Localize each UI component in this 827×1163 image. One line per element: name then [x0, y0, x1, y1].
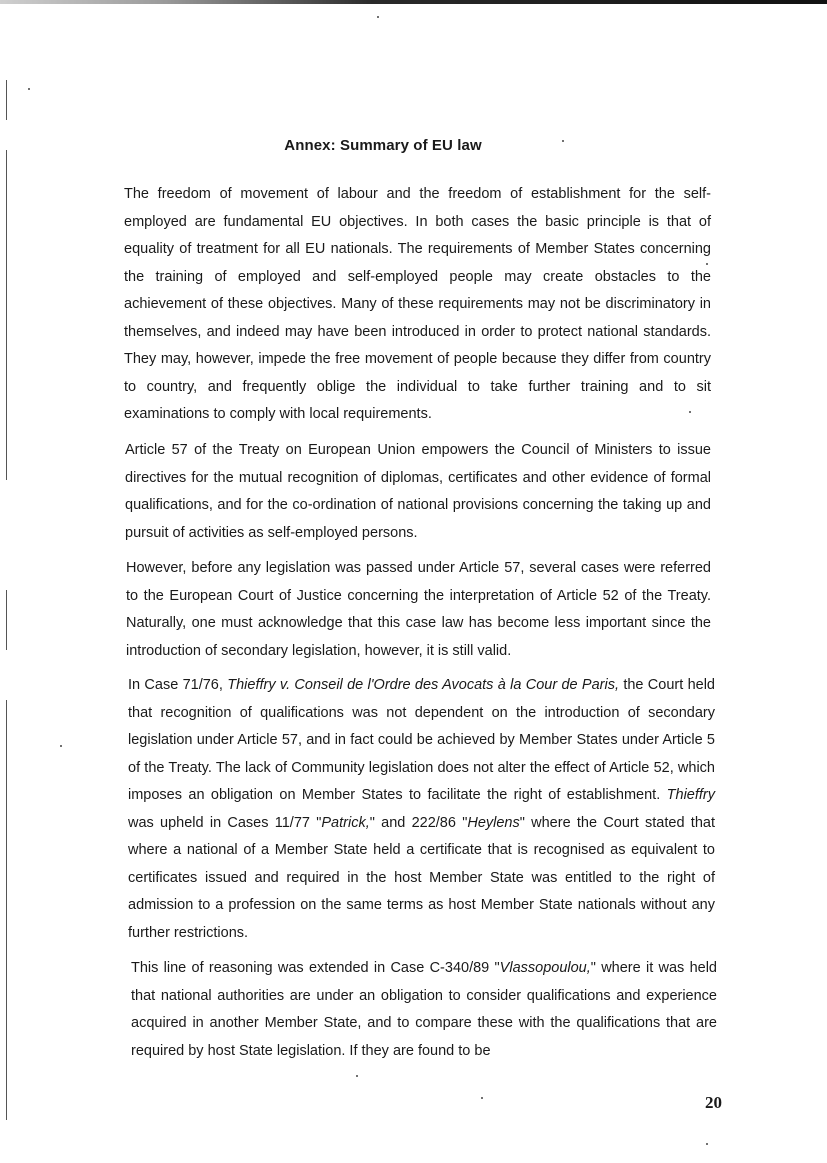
scan-speck [356, 1075, 358, 1077]
text-run: Article 57 of the Treaty on European Union empowers the Council of Ministers to issue directives for the mutual recognition of diplomas, certificates and other evidence of formal qualifications, and for the co-ordination of national provisions concerning the taking up and pursuit of activities as self-employed persons. [125, 442, 711, 541]
text-run: However, before any legislation was passed under Article 57, several cases were referred to the European Court of Justice concerning the interpretation of Article 52 of the Treaty. Naturally, one must acknowledge that this case law has become less important since the introduction of secondary legislation, however, it is still valid. [126, 560, 711, 659]
scan-top-edge [0, 0, 827, 4]
text-run: " where the Court stated that where a national of a Member State held a certificate that is recognised as equivalent to certificates issued and required in the host Member State was entitled to the right of admission to a profession on the same terms as host Member State nationals without any further restrictions. [128, 814, 715, 941]
scan-speck [377, 16, 379, 18]
text-run: was upheld in Cases 11/77 " [128, 814, 322, 831]
page-title: Annex: Summary of EU law [284, 137, 482, 155]
text-run: the Court held that recognition of qualifications was not dependent on the introduction of secondary legislation under Article 57, and in fact could be achieved by Member States under Article 5 of the Treaty. The lack of Community legislation does not alter the effect of Article 52, which imposes an obligation on Member States to facilitate the right of establishment. [128, 677, 715, 803]
scan-speck [60, 745, 62, 747]
paragraph-text [124, 181, 711, 429]
scan-speck [481, 1097, 483, 1099]
paragraph-text [126, 555, 711, 665]
paragraph-text [125, 437, 711, 547]
scan-margin-mark [6, 700, 7, 1120]
paragraph [131, 955, 717, 1065]
scan-speck [28, 88, 30, 90]
italic-case-name: Patrick, [321, 814, 370, 831]
paragraph [128, 672, 715, 947]
text-run: In Case 71/76, [128, 677, 228, 693]
text-run: " where it was held that national authorities are under an obligation to consider qualifications and experience acquired in another Member State, and to compare these with the qualifications that are required by host State legislation. If they are found to be [131, 960, 717, 1059]
paragraph [125, 437, 711, 547]
scan-margin-mark [6, 590, 7, 650]
scan-margin-mark [6, 80, 7, 120]
paragraph-text [131, 955, 717, 1065]
text-run: " and 222/86 " [369, 814, 468, 831]
italic-case-name: Thieffry [666, 787, 715, 803]
scan-speck [706, 1143, 708, 1145]
text-run: The freedom of movement of labour and the freedom of establishment for the self-employed are fundamental EU objectives. In both cases the basic principle is that of equality of treatment for all EU nationals. The requirements of Member States concerning the training of employed and self-employed people may create obstacles to the achievement of these objectives. Many of these requirements may not be discriminatory in themselves, and indeed may have been introduced in order to protect national standards. They may, however, impede the free movement of people because they differ from country to country, and frequently oblige the individual to take further training and to sit examinations to comply with local requirements. [124, 186, 711, 422]
page-number: 20 [705, 1093, 722, 1112]
italic-case-name: Heylens [467, 814, 520, 831]
text-run: This line of reasoning was extended in Case C-340/89 " [131, 960, 500, 976]
paragraph [124, 181, 711, 429]
paragraph [126, 555, 711, 665]
paragraph-text [128, 672, 715, 947]
italic-case-name: Thieffry v. Conseil de l'Ordre des Avocats à la Cour de Paris, [227, 677, 619, 693]
italic-case-name: Vlassopoulou, [499, 960, 591, 976]
scan-margin-mark [6, 150, 7, 480]
